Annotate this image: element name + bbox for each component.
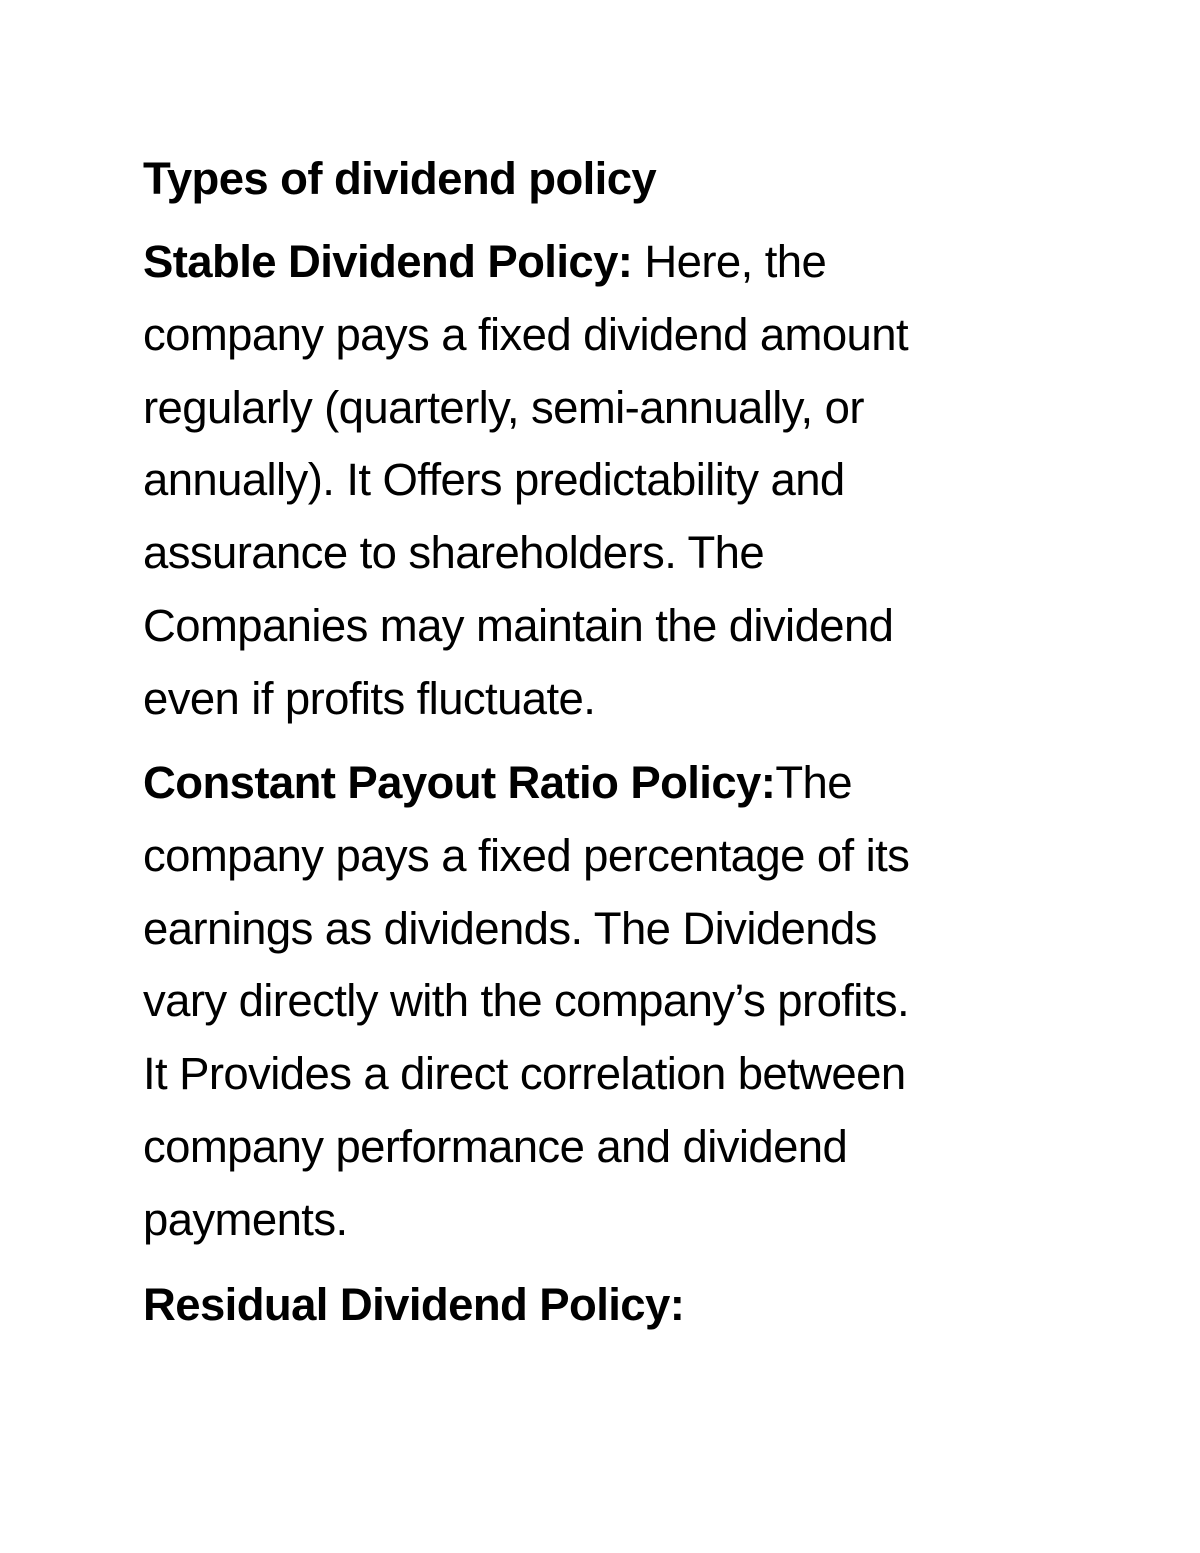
section-line: It Provides a direct correlation between	[143, 1048, 906, 1100]
section-residual-dividend-policy	[143, 1269, 1043, 1342]
section-line: company performance and dividend	[143, 1120, 848, 1172]
section-first-line	[143, 747, 1043, 820]
section-term: Constant Payout Ratio Policy:	[143, 757, 776, 808]
section-line-text: Here, the	[632, 236, 827, 287]
section-line: company pays a fixed percentage of its	[143, 829, 910, 881]
document-title: Types of dividend policy	[143, 153, 657, 204]
section-stable-dividend-policy	[143, 226, 1043, 736]
document-content	[143, 143, 1043, 1330]
section-line: vary directly with the company’s profits.	[143, 975, 910, 1027]
section-line: assurance to shareholders. The	[143, 527, 765, 579]
section-line-text: The	[775, 757, 852, 808]
section-line: annually). It Offers predictability and	[143, 454, 845, 506]
section-line: Companies may maintain the dividend	[143, 599, 894, 651]
section-first-line	[143, 1269, 1043, 1342]
section-term: Residual Dividend Policy:	[143, 1279, 685, 1330]
section-constant-payout-ratio-policy	[143, 747, 1043, 1257]
section-line: regularly (quarterly, semi-annually, or	[143, 381, 864, 433]
section-line: company pays a fixed dividend amount	[143, 308, 909, 360]
section-line: earnings as dividends. The Dividends	[143, 902, 877, 954]
section-first-line	[143, 226, 1043, 299]
section-term: Stable Dividend Policy:	[143, 236, 633, 287]
section-line: payments.	[143, 1193, 348, 1245]
section-line: even if profits fluctuate.	[143, 672, 596, 724]
